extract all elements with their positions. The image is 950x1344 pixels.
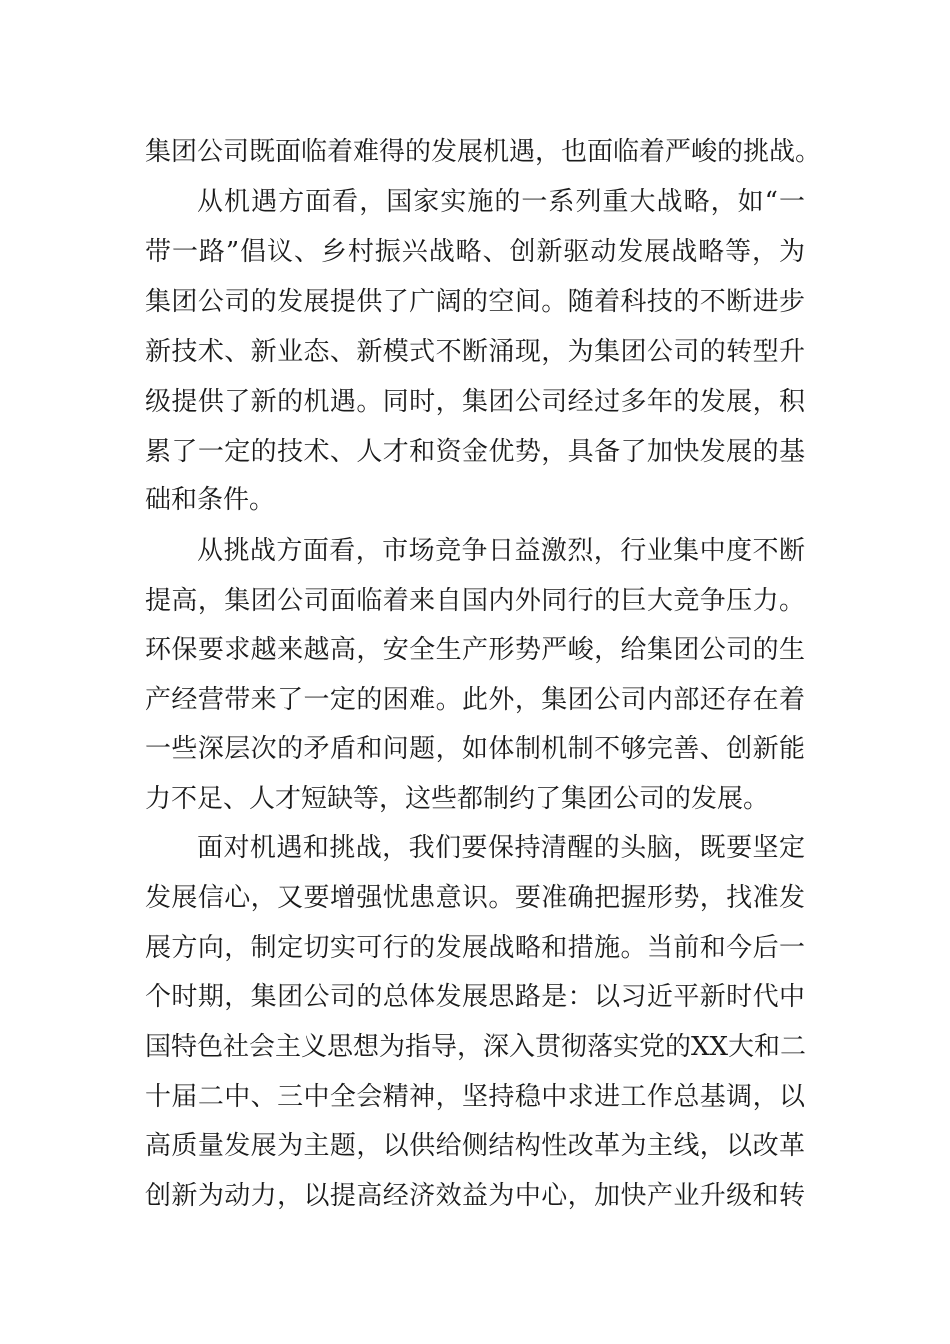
text-line: 十届二中、三中全会精神，坚持稳中求进工作总基调，以 <box>145 1082 805 1112</box>
text-line: 级提供了新的机遇。同时，集团公司经过多年的发展，积 <box>145 387 805 417</box>
text-line: 国特色社会主义思想为指导，深入贯彻落实党的XX大和二 <box>145 1032 807 1062</box>
text-line: 从挑战方面看，市场竞争日益激烈，行业集中度不断 <box>197 536 805 566</box>
text-line: 一些深层次的矛盾和问题，如体制机制不够完善、创新能 <box>145 734 805 764</box>
text-line: 环保要求越来越高，安全生产形势严峻，给集团公司的生 <box>145 635 805 665</box>
text-line: 带一路”倡议、乡村振兴战略、创新驱动发展战略等，为 <box>145 237 805 267</box>
text-line: 个时期，集团公司的总体发展思路是：以习近平新时代中 <box>145 982 805 1012</box>
text-line: 从机遇方面看，国家实施的一系列重大战略，如“一 <box>197 187 805 217</box>
text-line: 高质量发展为主题，以供给侧结构性改革为主线，以改革 <box>145 1131 805 1161</box>
text-line: 新技术、新业态、新模式不断涌现，为集团公司的转型升 <box>145 337 805 367</box>
text-line: 力不足、人才短缺等，这些都制约了集团公司的发展。 <box>145 784 770 814</box>
text-line: 础和条件。 <box>145 485 276 515</box>
text-line: 集团公司的发展提供了广阔的空间。随着科技的不断进步 <box>145 287 805 317</box>
text-line: 发展信心，又要增强忧患意识。要准确把握形势，找准发 <box>145 883 805 913</box>
text-line: 产经营带来了一定的困难。此外，集团公司内部还存在着 <box>145 685 805 715</box>
text-line: 累了一定的技术、人才和资金优势，具备了加快发展的基 <box>145 437 805 467</box>
text-line: 展方向，制定切实可行的发展战略和措施。当前和今后一 <box>145 933 805 963</box>
text-line: 面对机遇和挑战，我们要保持清醒的头脑，既要坚定 <box>197 833 805 863</box>
text-line: 创新为动力，以提高经济效益为中心，加快产业升级和转 <box>145 1181 805 1211</box>
text-line: 提高，集团公司面临着来自国内外同行的巨大竞争压力。 <box>145 586 805 616</box>
text-line: 集团公司既面临着难得的发展机遇，也面临着严峻的挑战。 <box>145 137 822 167</box>
